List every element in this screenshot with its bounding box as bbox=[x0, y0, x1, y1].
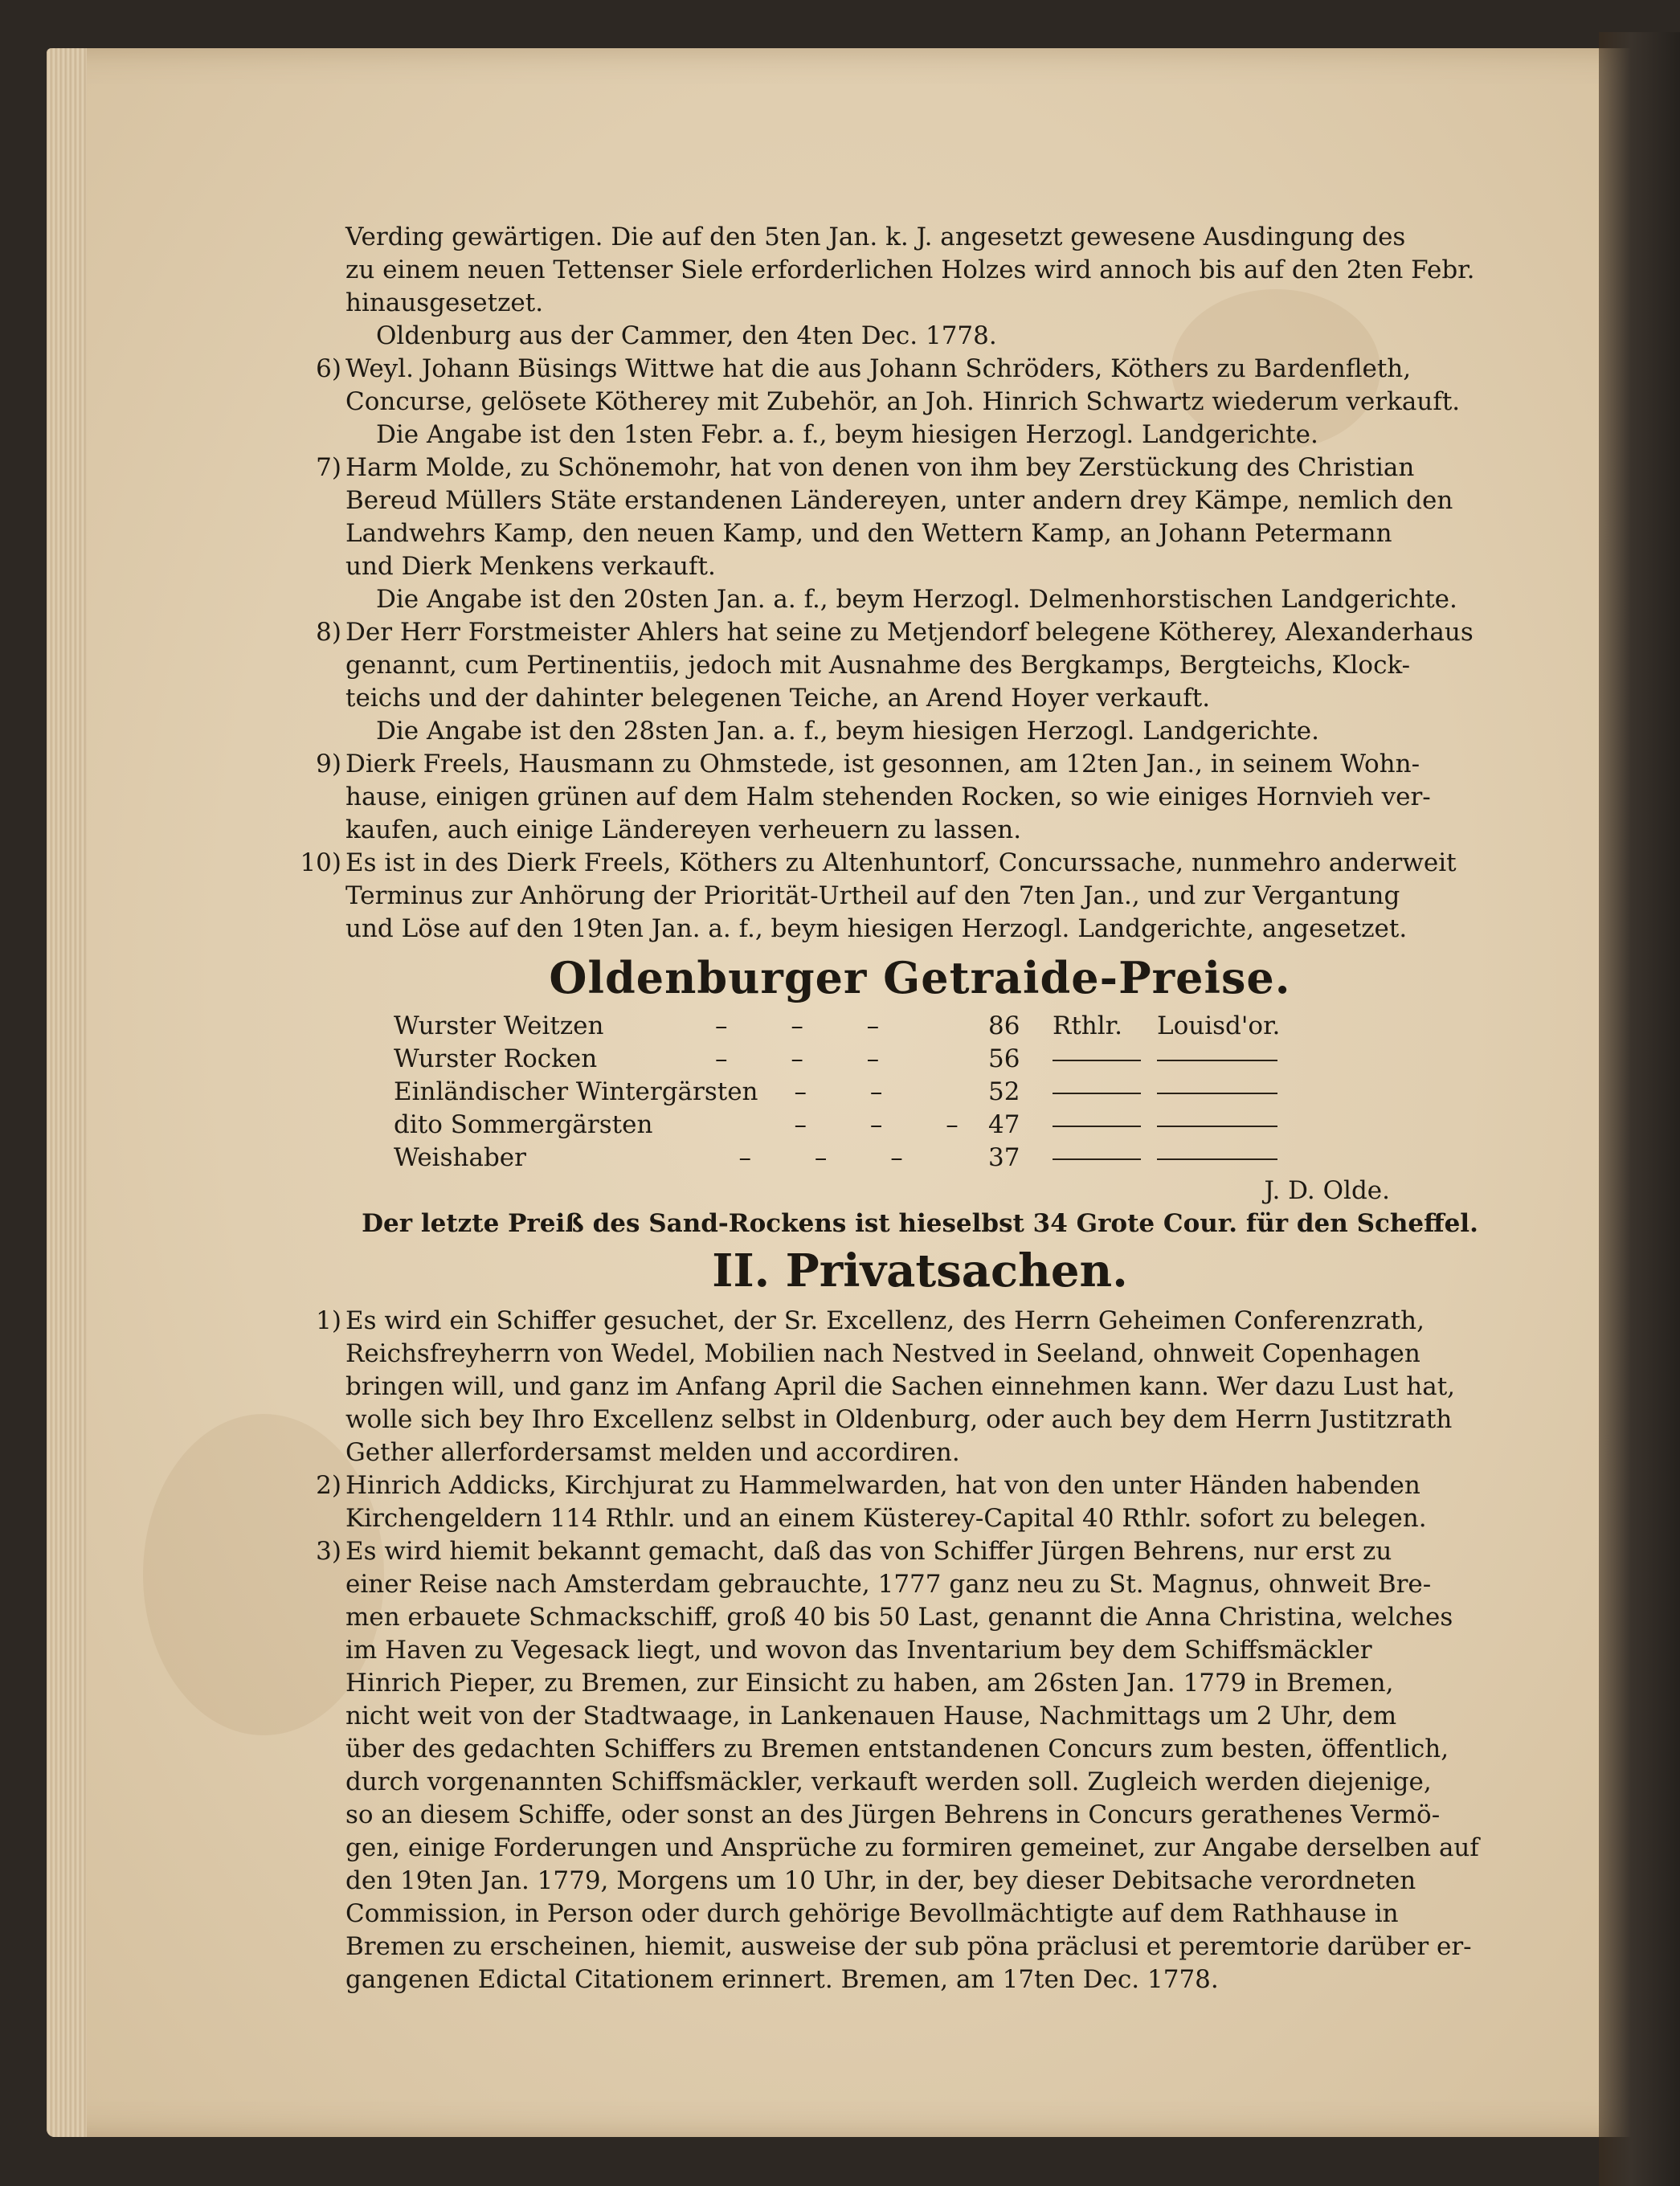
text-line: im Haven zu Vegesack liegt, und wovon das Inventarium bey dem Schiffsmäckler bbox=[345, 1636, 1372, 1665]
text-line: nicht weit von der Stadtwaage, in Lankenauen Hause, Nachmittags um 2 Uhr, dem bbox=[345, 1702, 1397, 1730]
grain-value: 56 bbox=[988, 1044, 1020, 1073]
text-line: men erbauete Schmackschiff, groß 40 bis 50 Last, genannt die Anna Christina, welches bbox=[345, 1603, 1453, 1632]
leader-dashes: – – – bbox=[715, 1011, 880, 1040]
ditto-rule bbox=[1157, 1125, 1277, 1127]
grain-price-table bbox=[394, 1010, 1390, 1175]
notice-number: 7) bbox=[316, 453, 341, 482]
grain-name: dito Sommergärsten bbox=[394, 1110, 653, 1139]
text-line: Terminus zur Anhörung der Priorität-Urtheil auf den 7ten Jan., und zur Vergantung bbox=[345, 881, 1400, 910]
text-line: Harm Molde, zu Schönemohr, hat von denen von ihm bey Zerstückung des Christian bbox=[345, 453, 1415, 482]
text-line: kaufen, auch einige Ländereyen verheuern zu lassen. bbox=[345, 815, 1022, 844]
notice-note: Die Angabe ist den 28sten Jan. a. f., beym hiesigen Herzogl. Landgerichte. bbox=[376, 717, 1319, 746]
leader-dashes: – – – bbox=[715, 1110, 959, 1139]
grain-price-row bbox=[394, 1043, 1390, 1076]
notice-number: 9) bbox=[316, 750, 341, 778]
grain-footnote: Der letzte Preiß des Sand-Rockens ist hieselbst 34 Grote Cour. für den Scheffel. bbox=[362, 1209, 1478, 1238]
text-line: durch vorgenannten Schiffsmäckler, verkauft werden soll. Zugleich werden diejenige, bbox=[345, 1767, 1432, 1796]
private-item-3 bbox=[316, 1535, 1494, 1996]
text-line: einer Reise nach Amsterdam gebrauchte, 1777 ganz neu zu St. Magnus, ohnweit Bre- bbox=[345, 1570, 1432, 1599]
text-line: Landwehrs Kamp, den neuen Kamp, und den Wettern Kamp, an Johann Petermann bbox=[345, 519, 1392, 548]
book-spine bbox=[1599, 32, 1680, 2186]
text-line: über des gedachten Schiffers zu Bremen entstandenen Concurs zum besten, öffentlich, bbox=[345, 1734, 1449, 1763]
grain-price-row bbox=[394, 1109, 1390, 1142]
text-line: Dierk Freels, Hausmann zu Ohmstede, ist gesonnen, am 12ten Jan., in seinem Wohn- bbox=[345, 750, 1420, 778]
text-line: Hinrich Addicks, Kirchjurat zu Hammelwarden, hat von den unter Händen habenden bbox=[345, 1471, 1420, 1500]
text-line: wolle sich bey Ihro Excellenz selbst in Oldenburg, oder auch bey dem Herrn Justitzrath bbox=[345, 1405, 1453, 1434]
text-line: zu einem neuen Tettenser Siele erforderlichen Holzes wird annoch bis auf den 2ten Febr. bbox=[345, 255, 1475, 284]
text-line: den 19ten Jan. 1779, Morgens um 10 Uhr, in der, bey dieser Debitsache verordneten bbox=[345, 1866, 1416, 1895]
text-line: genannt, cum Pertinentiis, jedoch mit Ausnahme des Bergkamps, Bergteichs, Klock- bbox=[345, 651, 1411, 680]
ditto-rule bbox=[1053, 1158, 1141, 1160]
ditto-rule bbox=[1053, 1059, 1141, 1061]
notice-note: Die Angabe ist den 20sten Jan. a. f., beym Herzogl. Delmenhorstischen Landgerichte. bbox=[376, 585, 1457, 614]
grain-value: 37 bbox=[988, 1143, 1020, 1172]
ditto-rule bbox=[1053, 1125, 1141, 1127]
unit-louisdor: Louisd'or. bbox=[1157, 1011, 1281, 1040]
ditto-rule bbox=[1053, 1092, 1141, 1094]
text-line: Gether allerfordersamst melden und accordiren. bbox=[345, 1438, 960, 1467]
ditto-rule bbox=[1157, 1092, 1277, 1094]
signature: J. D. Olde. bbox=[1264, 1176, 1390, 1205]
grain-name: Wurster Weitzen bbox=[394, 1011, 604, 1040]
ditto-rule bbox=[1157, 1059, 1277, 1061]
text-line: Hinrich Pieper, zu Bremen, zur Einsicht zu haben, am 26sten Jan. 1779 in Bremen, bbox=[345, 1669, 1394, 1698]
leader-dashes: – – bbox=[715, 1077, 883, 1106]
page-text bbox=[300, 221, 1494, 1996]
text-line: und Löse auf den 19ten Jan. a. f., beym hiesigen Herzogl. Landgerichte, angesetzet. bbox=[345, 914, 1408, 943]
item-number: 2) bbox=[316, 1471, 341, 1500]
grain-price-row bbox=[394, 1076, 1390, 1109]
notice-number: 8) bbox=[316, 618, 341, 647]
dateline: Oldenburg aus der Cammer, den 4ten Dec. 1778. bbox=[376, 321, 997, 350]
text-line: Es wird ein Schiffer gesuchet, der Sr. Excellenz, des Herrn Geheimen Conferenzrath, bbox=[345, 1306, 1425, 1335]
notice-7 bbox=[316, 452, 1494, 616]
intro-paragraph bbox=[345, 221, 1494, 353]
text-line: Es wird hiemit bekannt gemacht, daß das von Schiffer Jürgen Behrens, nur erst zu bbox=[345, 1537, 1392, 1566]
text-line: Kirchengeldern 114 Rthlr. und an einem Küsterey-Capital 40 Rthlr. sofort zu belegen. bbox=[345, 1504, 1427, 1533]
grain-prices-heading: Oldenburger Getraide-Preise. bbox=[549, 952, 1291, 1003]
text-line: und Dierk Menkens verkauft. bbox=[345, 552, 716, 581]
grain-value: 52 bbox=[988, 1077, 1020, 1106]
notice-number: 6) bbox=[316, 354, 341, 383]
grain-name: Weishaber bbox=[394, 1143, 526, 1172]
text-line: Concurse, gelösete Kötherey mit Zubehör, an Joh. Hinrich Schwartz wiederum verkauft. bbox=[345, 387, 1461, 416]
grain-name: Einländischer Wintergärsten bbox=[394, 1077, 758, 1106]
text-line: so an diesem Schiffe, oder sonst an des Jürgen Behrens in Concurs gerathenes Vermö- bbox=[345, 1800, 1441, 1829]
grain-name: Wurster Rocken bbox=[394, 1044, 598, 1073]
grain-value: 47 bbox=[988, 1110, 1020, 1139]
page-edges bbox=[47, 48, 87, 2137]
text-line: hinausgesetzet. bbox=[345, 288, 544, 317]
private-item-1 bbox=[316, 1305, 1494, 1469]
item-number: 3) bbox=[316, 1537, 341, 1566]
text-line: Weyl. Johann Büsings Wittwe hat die aus Johann Schröders, Köthers zu Bardenfleth, bbox=[345, 354, 1412, 383]
text-line: Bereud Müllers Stäte erstandenen Ländereyen, unter andern drey Kämpe, nemlich den bbox=[345, 486, 1453, 515]
notice-9 bbox=[316, 748, 1494, 847]
text-line: hause, einigen grünen auf dem Halm stehenden Rocken, so wie einiges Hornvieh ver- bbox=[345, 782, 1431, 811]
ditto-rule bbox=[1157, 1158, 1277, 1160]
notice-note: Die Angabe ist den 1sten Febr. a. f., beym hiesigen Herzogl. Landgerichte. bbox=[376, 420, 1318, 449]
text-line: teichs und der dahinter belegenen Teiche, an Arend Hoyer verkauft. bbox=[345, 684, 1211, 713]
grain-value: 86 bbox=[988, 1011, 1020, 1040]
leader-dashes: – – – bbox=[715, 1044, 880, 1073]
text-line: bringen will, und ganz im Anfang April die Sachen einnehmen kann. Wer dazu Lust hat, bbox=[345, 1372, 1456, 1401]
grain-price-row bbox=[394, 1010, 1390, 1043]
notice-number: 10) bbox=[300, 848, 341, 877]
text-line: Reichsfreyherrn von Wedel, Mobilien nach Nestved in Seeland, ohnweit Copenhagen bbox=[345, 1339, 1420, 1368]
notice-10 bbox=[300, 847, 1494, 946]
unit-rthlr: Rthlr. bbox=[1053, 1011, 1122, 1040]
notice-6 bbox=[316, 353, 1494, 452]
text-line: Es ist in des Dierk Freels, Köthers zu Altenhuntorf, Concurssache, nunmehro anderweit bbox=[345, 848, 1457, 877]
private-item-2 bbox=[316, 1469, 1494, 1535]
notice-8 bbox=[316, 616, 1494, 748]
text-line: Bremen zu erscheinen, hiemit, ausweise der sub pöna präclusi et peremtorie darüber er- bbox=[345, 1932, 1472, 1961]
text-line: gangenen Edictal Citationem erinnert. Bremen, am 17ten Dec. 1778. bbox=[345, 1965, 1219, 1994]
grain-price-row bbox=[394, 1142, 1390, 1175]
item-number: 1) bbox=[316, 1306, 341, 1335]
text-line: Der Herr Forstmeister Ahlers hat seine zu Metjendorf belegene Kötherey, Alexanderhaus bbox=[345, 618, 1474, 647]
text-line: gen, einige Forderungen und Ansprüche zu formiren gemeinet, zur Angabe derselben auf bbox=[345, 1833, 1479, 1862]
leader-dashes: – – – bbox=[715, 1143, 903, 1172]
private-matters-heading: II. Privatsachen. bbox=[712, 1244, 1128, 1297]
text-line: Commission, in Person oder durch gehörige Bevollmächtigte auf dem Rathhause in bbox=[345, 1899, 1399, 1928]
text-line: Verding gewärtigen. Die auf den 5ten Jan. k. J. angesetzt gewesene Ausdingung des bbox=[345, 223, 1406, 251]
